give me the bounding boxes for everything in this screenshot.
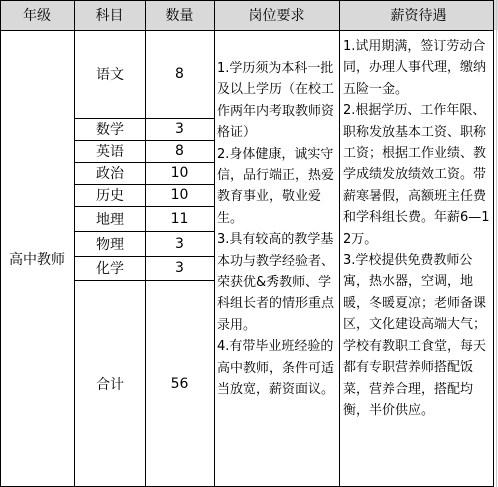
total-label: 合计: [96, 376, 124, 393]
count-cell: 8: [175, 66, 184, 82]
count-cell: 11: [170, 210, 189, 227]
requirements-text: 1.学历须为本科一批及以上学历（在校工作两年内考取教师资格证） 2.身体健康，诚实守信，品行端正，热爱教育事业，敬业爱生。 3.具有较高的教学基本功与教学经验者、荣获优&秀教师、学科组长者的情形重点录用。 4.有带毕业班经验的高中教师，条件可适当放宽，薪资面议。: [217, 61, 335, 398]
border-line: [145, 0, 146, 487]
subject-cell: 数学: [96, 122, 124, 138]
border-line: [0, 0, 1, 487]
border-line: [0, 0, 494, 1]
grade-cell: 高中教师: [9, 251, 65, 268]
border-line: [339, 0, 340, 487]
border-line: [74, 118, 214, 119]
subject-cell: 语文: [96, 67, 124, 83]
border-line: [74, 256, 214, 257]
border-line: [74, 184, 214, 185]
subject-cell: 政治: [96, 166, 124, 182]
header-subject: 科目: [74, 0, 145, 30]
count-cell: 3: [175, 260, 184, 276]
border-line: [74, 280, 214, 281]
header-grade: 年级: [0, 0, 74, 30]
border-line: [214, 0, 215, 487]
border-line: [74, 162, 214, 163]
header-salary: 薪资待遇: [339, 0, 498, 30]
border-line: [74, 140, 214, 141]
border-line: [0, 30, 494, 31]
header-requirements: 岗位要求: [214, 0, 339, 30]
count-cell: 8: [175, 143, 184, 159]
subject-cell: 英语: [96, 144, 124, 160]
grid-line: [496, 0, 497, 487]
count-cell: 3: [175, 235, 184, 252]
subject-cell: 历史: [96, 188, 124, 204]
salary-text: 1.试用期满，签订劳动合同，办理人事代理，缴纳五险一金。 2.根据学历、工作年限、职称发放基本工资、职称工资；根据工作业绩、教学成绩发放绩效工资。带薪寒暑假，高额班主任费和学科组长费。年薪6—12万。 3.学校提供免费教师公寓，热水器，空调，地暖，冬暖夏凉；老师备课区，文化建设高端大气；学校有教职工食堂，每天都有专职营养师搭配饭菜，营养合理，搭配均衡，半价供应。: [343, 39, 490, 418]
border-line: [74, 206, 214, 207]
count-cell: 10: [170, 187, 189, 203]
border-line: [493, 0, 494, 487]
count-cell: 10: [170, 165, 189, 181]
subject-cell: 化学: [96, 261, 124, 277]
subject-cell: 地理: [96, 211, 124, 228]
border-line: [74, 0, 75, 487]
count-cell: 3: [175, 121, 184, 137]
subject-cell: 物理: [96, 236, 124, 253]
total-count: 56: [170, 375, 189, 392]
header-count: 数量: [145, 0, 214, 30]
border-line: [74, 231, 214, 232]
